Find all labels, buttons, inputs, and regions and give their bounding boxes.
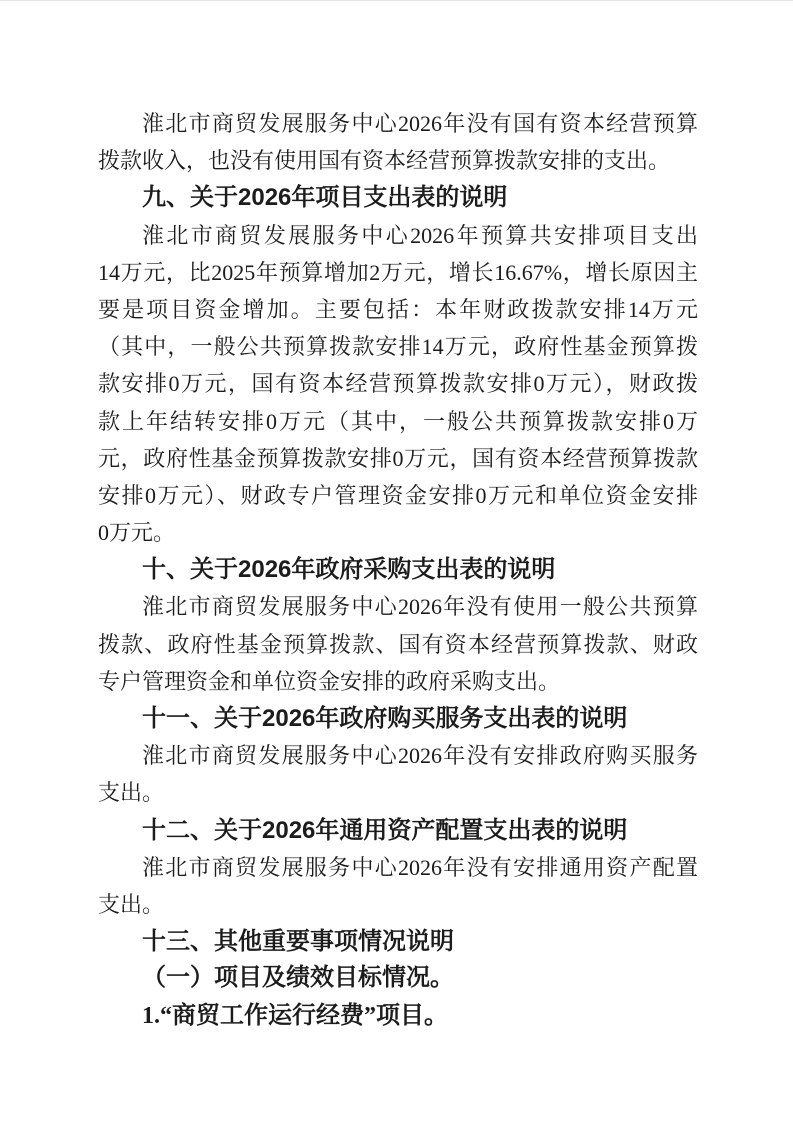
- text-line: 十三、其他重要事项情况说明: [142, 928, 454, 956]
- section-heading: [98, 700, 698, 737]
- text-line: 元，政府性基金预算拨款安排0万元，国有资本经营预算拨款: [98, 445, 698, 471]
- paragraph: [98, 105, 698, 179]
- text-line: （其中，一般公共预算拨款安排14万元，政府性基金预算拨: [98, 334, 698, 360]
- paragraph: [98, 849, 698, 923]
- text-line: （一）项目及绩效目标情况。: [142, 965, 454, 992]
- text-line: 十、关于2026年政府采购支出表的说明: [142, 556, 556, 584]
- text-line: 拨款收入，也没有使用国有资本经营预算拨款安排的支出。: [98, 148, 671, 174]
- text-line: 淮北市商贸发展服务中心2026年没有安排通用资产配置: [142, 854, 698, 880]
- text-line: 淮北市商贸发展服务中心2026年预算共安排项目支出: [142, 222, 698, 248]
- text-line: 专户管理资金和单位资金安排的政府采购支出。: [98, 668, 561, 694]
- paragraph: [98, 217, 698, 552]
- section-heading: [98, 960, 698, 997]
- text-line: 安排0万元）、财政专户管理资金安排0万元和单位资金安排: [98, 482, 698, 508]
- section-heading: [98, 551, 698, 588]
- section-heading: [98, 179, 698, 216]
- text-line: 1.“商贸工作运行经费”项目。: [142, 1002, 448, 1029]
- text-line: 支出。: [98, 891, 165, 917]
- section-heading: [98, 998, 698, 1035]
- text-line: 14万元，比2025年预算增加2万元，增长16.67%，增长原因主: [98, 259, 698, 285]
- text-line: 淮北市商贸发展服务中心2026年没有国有资本经营预算: [142, 111, 698, 136]
- paragraph: [98, 737, 698, 811]
- document-body: [98, 105, 698, 1035]
- text-line: 款安排0万元，国有资本经营预算拨款安排0万元），财政拨: [98, 371, 698, 397]
- text-line: 要是项目资金增加。主要包括：本年财政拨款安排14万元: [98, 296, 698, 322]
- text-line: 拨款、政府性基金预算拨款、国有资本经营预算拨款、财政: [98, 631, 698, 657]
- text-line: 淮北市商贸发展服务中心2026年没有使用一般公共预算: [142, 594, 698, 620]
- paragraph: [98, 588, 698, 700]
- text-line: 九、关于2026年项目支出表的说明: [142, 184, 508, 212]
- text-line: 支出。: [98, 780, 165, 806]
- section-heading: [98, 923, 698, 960]
- text-line: 十二、关于2026年通用资产配置支出表的说明: [142, 816, 628, 844]
- section-heading: [98, 812, 698, 849]
- text-line: 十一、关于2026年政府购买服务支出表的说明: [142, 705, 628, 732]
- text-line: 淮北市商贸发展服务中心2026年没有安排政府购买服务: [142, 743, 698, 769]
- text-line: 款上年结转安排0万元（其中，一般公共预算拨款安排0万: [98, 408, 698, 434]
- text-line: 0万元。: [98, 520, 176, 546]
